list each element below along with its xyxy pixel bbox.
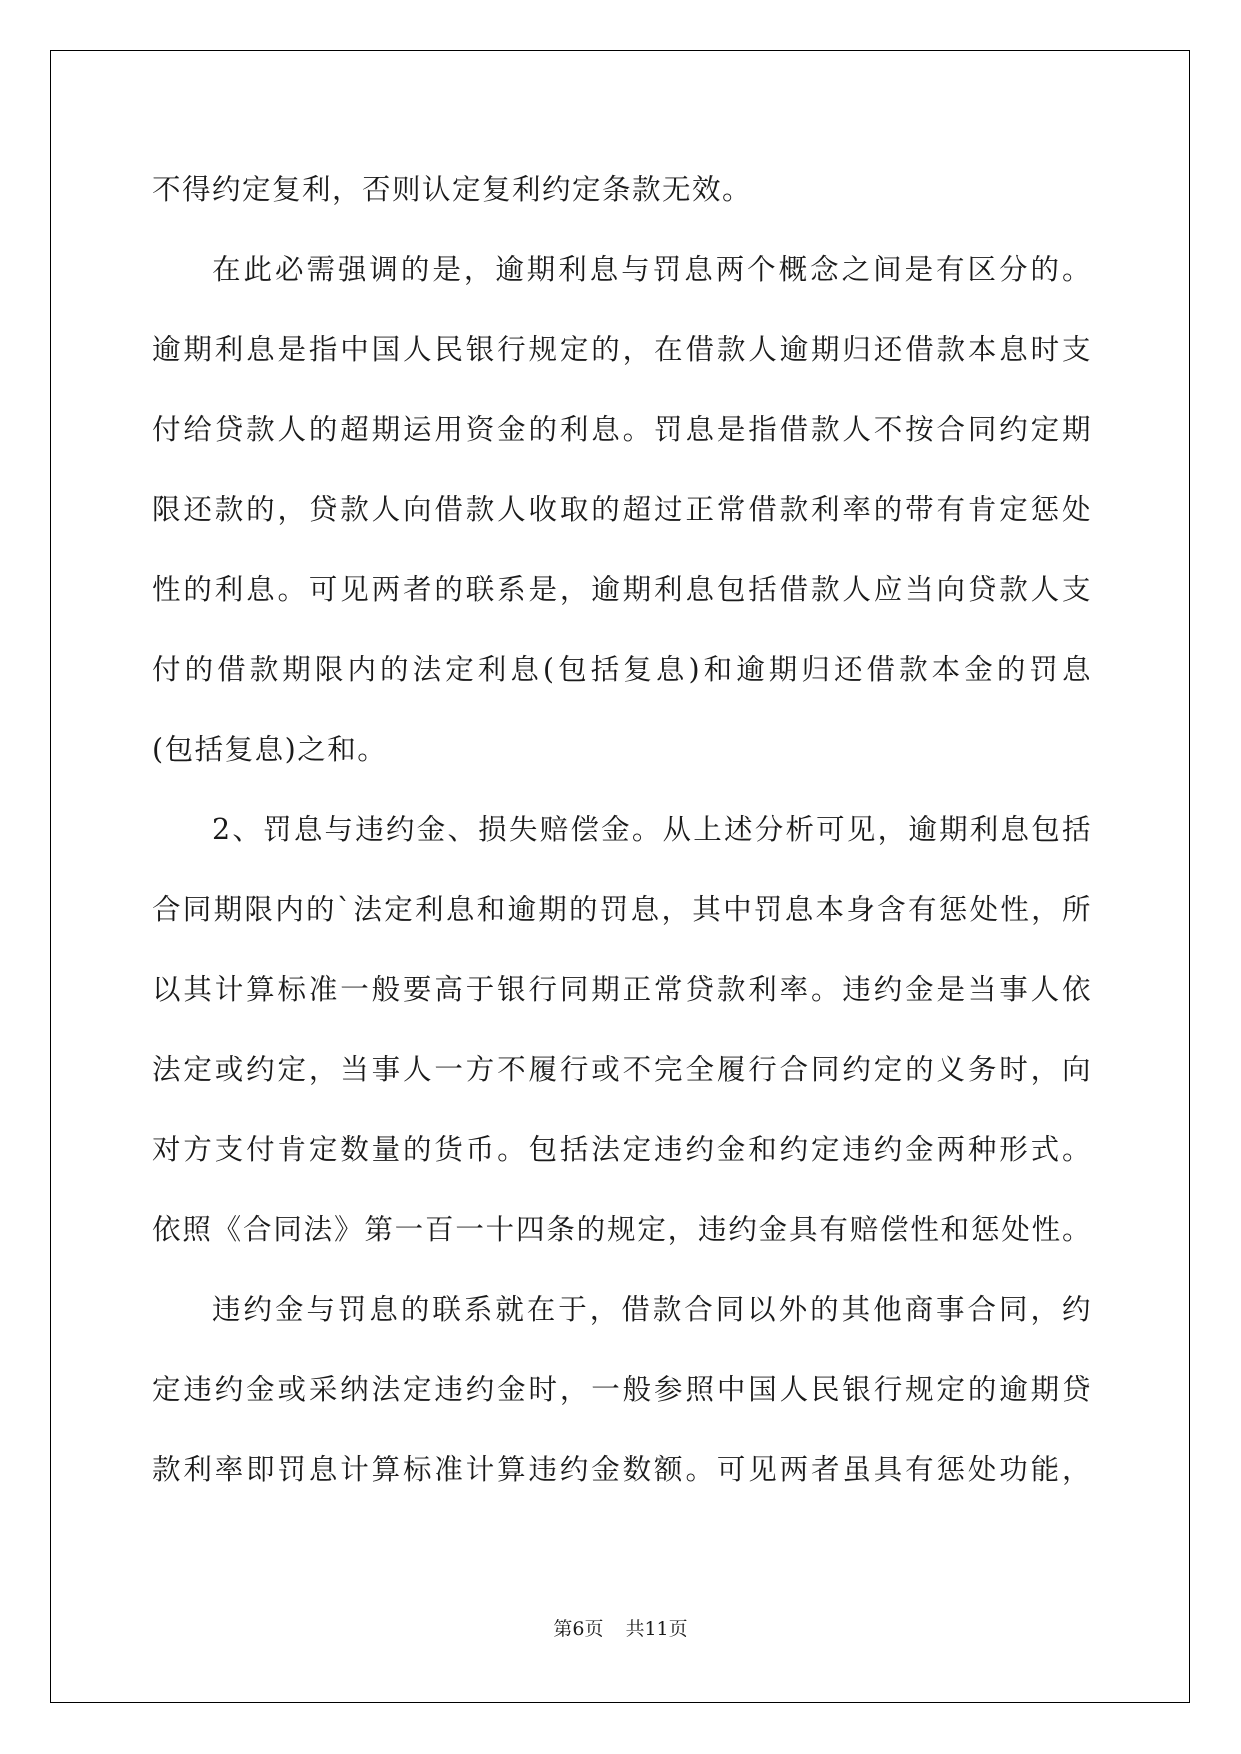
paragraph-first-line: 2、罚息与违约金、损失赔偿金。从上述分析可见，逾期利息包括 [212,813,1092,846]
text-line: 逾期利息是指中国人民银行规定的，在借款人逾期归还借款本息时支 [152,333,1092,366]
paragraph-first-line: 违约金与罚息的联系就在于，借款合同以外的其他商事合同，约 [212,1293,1092,1326]
text-line: 合同期限内的`法定利息和逾期的罚息，其中罚息本身含有惩处性，所 [152,893,1092,926]
text-line: 限还款的，贷款人向借款人收取的超过正常借款利率的带有肯定惩处 [152,493,1092,526]
total-pages-label: 共11页 [625,1618,688,1640]
text-line: 以其计算标准一般要高于银行同期正常贷款利率。违约金是当事人依 [152,973,1092,1006]
text-line: 依照《合同法》第一百一十四条的规定，违约金具有赔偿性和惩处性。 [152,1213,1092,1246]
paragraph-first-line: 在此必需强调的是，逾期利息与罚息两个概念之间是有区分的。 [212,253,1092,286]
document-body [152,150,1092,1510]
text-line: 性的利息。可见两者的联系是，逾期利息包括借款人应当向贷款人支 [152,573,1092,606]
current-page-label: 第6页 [553,1618,604,1640]
text-line: 法定或约定，当事人一方不履行或不完全履行合同约定的义务时，向 [152,1053,1092,1086]
text-line: (包括复息)之和。 [152,733,388,766]
text-line: 定违约金或采纳法定违约金时，一般参照中国人民银行规定的逾期贷 [152,1373,1092,1406]
text-line: 款利率即罚息计算标准计算违约金数额。可见两者虽具有惩处功能， [152,1453,1092,1486]
text-line: 付给贷款人的超期运用资金的利息。罚息是指借款人不按合同约定期 [152,413,1092,446]
text-line: 对方支付肯定数量的货币。包括法定违约金和约定违约金两种形式。 [152,1133,1092,1166]
page-footer [0,1614,1241,1641]
text-line: 不得约定复利，否则认定复利约定条款无效。 [152,173,753,206]
text-line: 付的借款期限内的法定利息(包括复息)和逾期归还借款本金的罚息 [152,653,1092,686]
